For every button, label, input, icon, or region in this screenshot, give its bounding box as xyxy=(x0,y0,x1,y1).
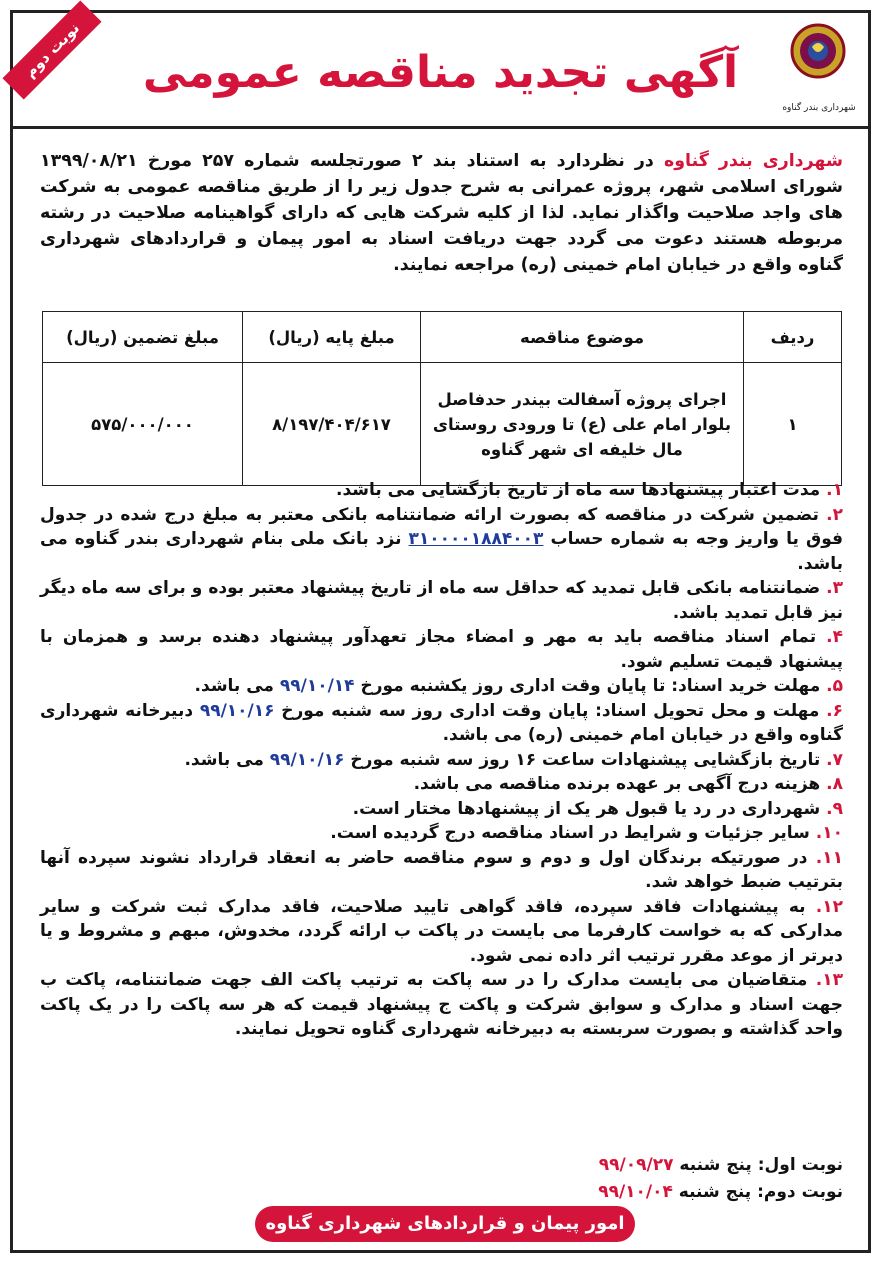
table-header-row xyxy=(43,312,842,363)
intro-text: در نظردارد به استناد بند ۲ صورتجلسه شماره ۲۵۷ مورخ ۱۳۹۹/۰۸/۲۱ شورای اسلامی شهر، پروژه عمرانی به شرح جدول زیر را از طریق مناقصه عمومی به شرکت های واجد صلاحیت واگذار نماید. لذا از کلیه شرکت هایی که دارای گواهینامه صلاحیت در رشته مربوطه هستند دعوت می گردد جهت دریافت اسناد به امور پیمان و قراردادهای شهرداری گناوه واقع در خیابان امام خمینی (ره) مراجعه نمایند. xyxy=(40,151,843,275)
organization-name: شهرداری بندر گناوه xyxy=(663,151,843,171)
round-ribbon: نوبت دوم xyxy=(3,1,102,100)
row-guarantee-amount: ۵۷۵/۰۰۰/۰۰۰ xyxy=(43,363,243,486)
col-index-header: ردیف xyxy=(744,312,842,363)
condition-item: ۲. تضمین شرکت در مناقصه که بصورت ارائه ضمانتنامه بانکی معتبر به مبلغ درج شده در جدول فوق یا واریز وجه به شماره حساب ۳۱۰۰۰۰۱۸۸۴۰۰۳ نزد بانک ملی بنام شهرداری بندر گناوه می باشد. xyxy=(40,504,843,574)
condition-item: ۱۱. در صورتیکه برندگان اول و دوم و سوم مناقصه حاضر به انعقاد قرارداد نشوند سپرده آنها بترتیب ضبط خواهد شد. xyxy=(40,847,843,892)
publication-rounds xyxy=(598,1152,843,1206)
col-base-amount-header: مبلغ پایه (ریال) xyxy=(243,312,421,363)
condition-item: ۱. مدت اعتبار پیشنهادها سه ماه از تاریخ بازگشایی می باشد. xyxy=(336,480,843,500)
account-number: ۳۱۰۰۰۰۱۸۸۴۰۰۳ xyxy=(408,529,544,549)
condition-item: ۹. شهرداری در رد یا قبول هر یک از پیشنهادها مختار است. xyxy=(352,798,843,819)
condition-item: ۱۲. به پیشنهادات فاقد سپرده، فاقد گواهی تایید صلاحیت، فاقد مدارک ثبت شرکت و سایر مدارکی که به خواست کارفرما می بایست در پاکت ب ارائه گردد، مخدوش، مبهم و مشروط و یا دیرتر از موعد مقرر ترتیب اثر داده نمی شود. xyxy=(40,896,843,966)
purchase-deadline-date: ۹۹/۱۰/۱۴ xyxy=(279,676,355,696)
tender-table xyxy=(42,311,842,486)
opening-date: ۹۹/۱۰/۱۶ xyxy=(269,749,345,770)
condition-item: ۵. مهلت خرید اسناد: تا پایان وقت اداری روز یکشنبه مورخ ۹۹/۱۰/۱۴ می باشد. xyxy=(194,676,843,696)
condition-item: ۶. مهلت و محل تحویل اسناد: پایان وقت اداری روز سه شنبه مورخ ۹۹/۱۰/۱۶ دبیرخانه شهرداری گناوه واقع در خیابان امام خمینی (ره) می باشد. xyxy=(40,700,843,745)
logo-caption: شهرداری بندر گناوه xyxy=(782,103,856,113)
round-first: نوبت اول: پنج شنبه ۹۹/۰۹/۲۷ xyxy=(598,1155,843,1175)
conditions-list xyxy=(40,478,843,1042)
delivery-deadline-date: ۹۹/۱۰/۱۶ xyxy=(199,700,275,721)
condition-item: ۷. تاریخ بازگشایی پیشنهادات ساعت ۱۶ روز سه شنبه مورخ ۹۹/۱۰/۱۶ می باشد. xyxy=(184,749,843,770)
row-base-amount: ۸/۱۹۷/۴۰۴/۶۱۷ xyxy=(243,363,421,486)
condition-item: ۱۰. سایر جزئیات و شرایط در اسناد مناقصه درج گردیده است. xyxy=(330,823,843,843)
table-row xyxy=(43,363,842,486)
condition-item: ۴. تمام اسناد مناقصه باید به مهر و امضاء مجاز تعهدآور پیشنهاد دهنده برسد و همزمان با پیشنهاد قیمت تسلیم شود. xyxy=(40,627,843,672)
round-second: نوبت دوم: پنج شنبه ۹۹/۱۰/۰۴ xyxy=(598,1182,843,1202)
condition-item: ۳. ضمانتنامه بانکی قابل تمدید که حداقل سه ماه از تاریخ پیشنهاد معتبر بوده و برای سه ماه دیگر نیز قابل تمدید باشد. xyxy=(40,578,843,623)
footer-banner: امور پیمان و قراردادهای شهرداری گناوه xyxy=(255,1206,635,1242)
notice-header xyxy=(13,13,868,123)
row-index: ۱ xyxy=(744,363,842,486)
condition-item: ۸. هزینه درج آگهی بر عهده برنده مناقصه می باشد. xyxy=(413,774,843,794)
condition-item: ۱۳. متقاضیان می بایست مدارک را در سه پاکت به ترتیب پاکت الف جهت ضمانتنامه، پاکت ب جهت اسناد و مدارک و سوابق شرکت و پاکت ج پیشنهاد قیمت که هر سه پاکت را در یک پاکت واحد گذاشته و بصورت سربسته به دبیرخانه شهرداری گناوه تحویل نمایند. xyxy=(40,970,843,1039)
intro-paragraph xyxy=(40,148,843,278)
col-subject-header: موضوع مناقصه xyxy=(421,312,744,363)
col-guarantee-header: مبلغ تضمین (ریال) xyxy=(43,312,243,363)
notice-title: آگهی تجدید مناقصه عمومی xyxy=(142,47,739,98)
row-subject: اجرای پروژه آسفالت بیندر حدفاصل بلوار امام علی (ع) تا ورودی روستای مال خلیفه ای شهر گناوه xyxy=(421,363,744,486)
municipality-logo-icon xyxy=(782,21,854,81)
header-divider xyxy=(13,126,868,129)
